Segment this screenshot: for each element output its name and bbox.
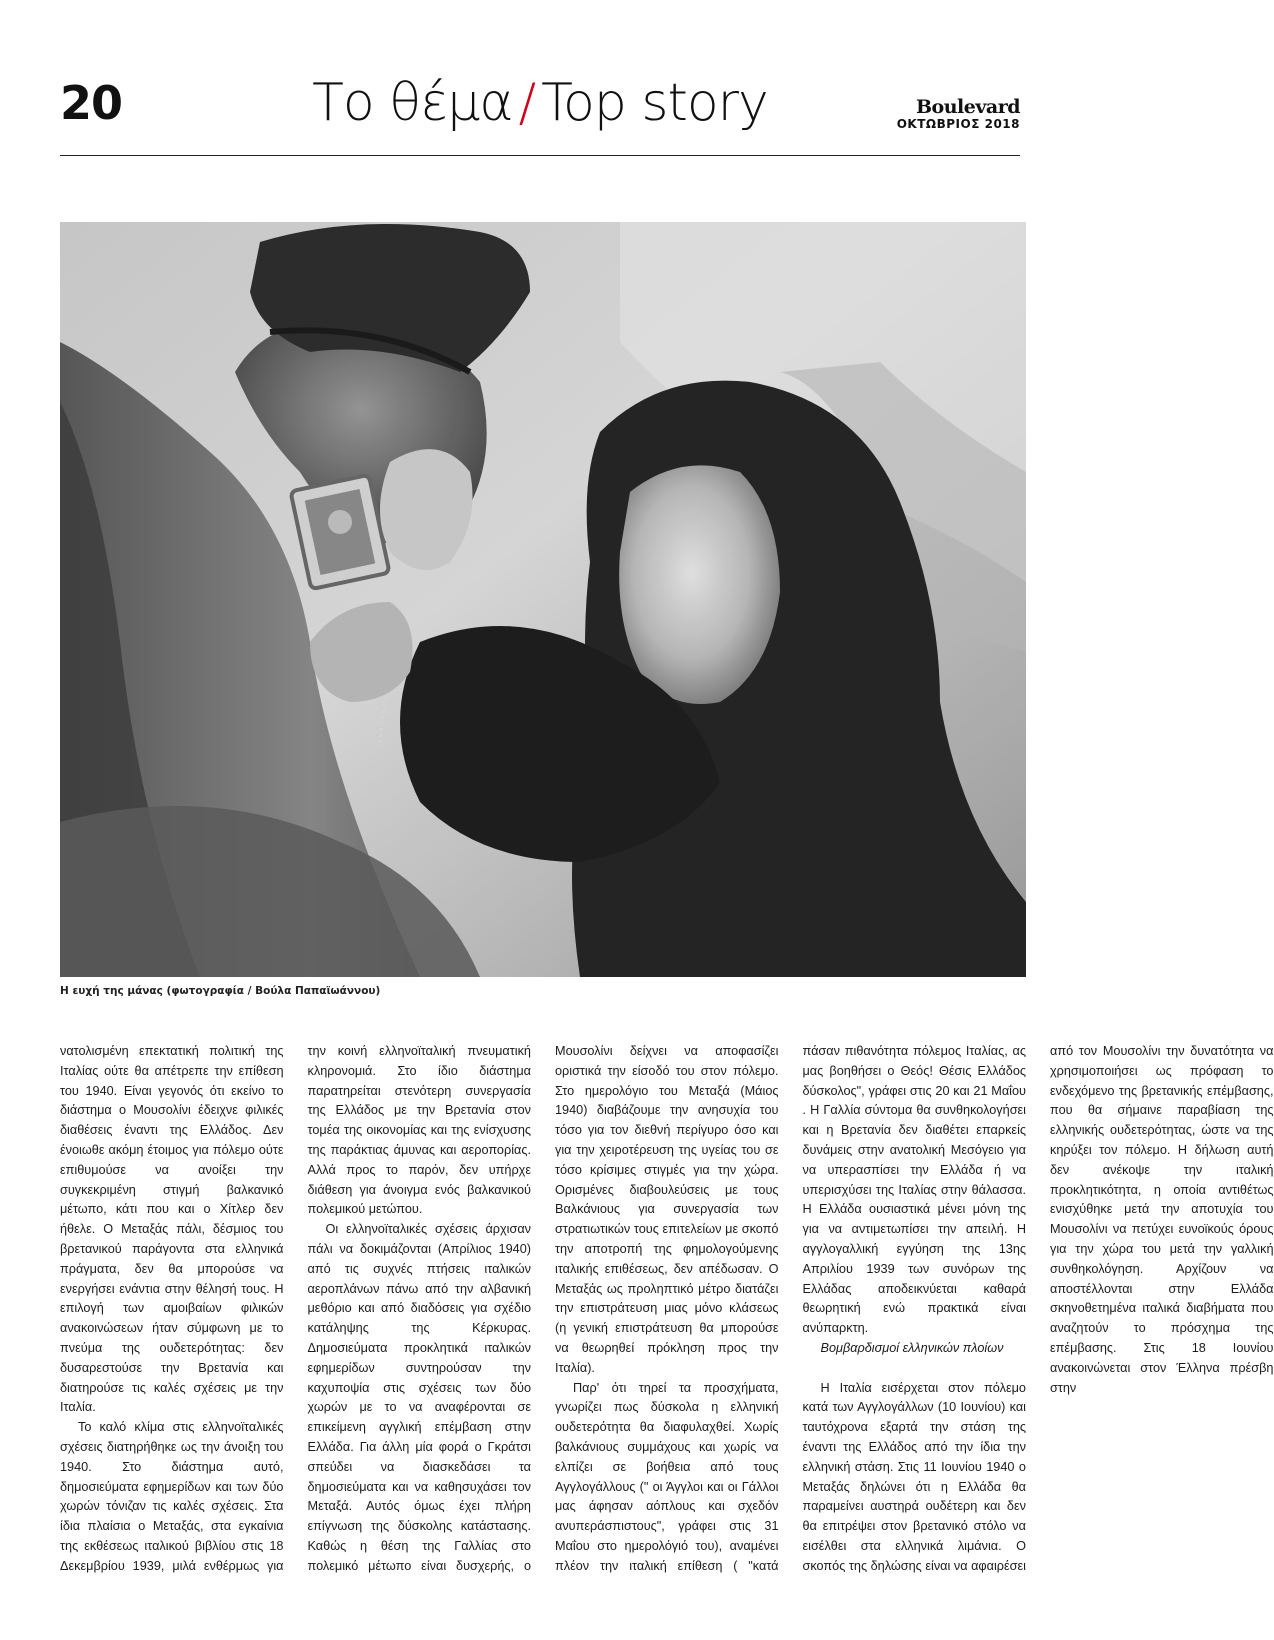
section-separator: / [518,73,536,133]
masthead [897,98,1020,131]
article-paragraph: Το καλό κλίμα στις ελληνοϊταλικές σχέσεις διατηρήθηκε ως την άνοιξη του 1940. Στο διάστημα αυτό, δημοσιεύματα εφημερίδων και των δύο χωρών τόνιζαν τις καλές σχέσεις. Στα ίδια πλαίσια ο Μεταξάς, στα εγκαίνια της εκθέσεως ιταλικού βιβλίου στις 18 Δεκεμβρίου 1939, μιλά ενθέρμως για την κοινή ελληνοϊταλική πνευματική κληρονομιά. Στο ίδιο διάστημα παρατηρείται στενότερη συνεργασία της Ελλάδος με την Βρετανία στον τομέα της οικονομίας και της ενίσχυσης της παράκτιας άμυνας και αεροπορίας. Αλλά προς το παρόν, δεν υπήρχε διάθεση για άνοιγμα ενός βαλκανικού πολεμικού μετώπου. [60,1044,531,1573]
header-divider [60,155,1020,156]
article-paragraph: Η Ιταλία εισέρχεται στον πόλεμο κατά των Αγγλογάλλων (10 Ιουνίου) και ταυτόχρονα εξαρτά την στάση της έναντι της Ελλάδος από την ίδια την ελληνική στάση. Στις 11 Ιουνίου 1940 ο Μεταξάς δηλώνει ότι η Ελλάδα θα παραμείνει αυστηρά ουδέτερη και δεν θα επιτρέψει στον βρετανικό στόλο να εισέλθει στα ελληνικά λιμάνια. Ο σκοπός της δηλώσης είναι να αφαιρέσει από τον Μουσολίνι την δυνατότητα να χρησιμοποιήσει ως πρόφαση το ενδεχόμενο της βρετανικής επέμβασης, που θα σήμαινε παραβίαση της ελληνικής ουδετερότητας, ώστε να της κηρύξει τον πόλεμο. Η δήλωση αυτή δεν ανέκοψε την ιταλική προκλητικότητα, η οποία αντιθέτως ενισχύθηκε μετά την αποτυχία του Μουσολίνι να πετύχει ευνοϊκούς όρους για την χώρα του μετά την γαλλική συνθηκολόγηση. Αρχίζουν να αποστέλλονται στην Ελλάδα σκηνοθετημένα ιταλικά διαβήματα που αναζητούν το πρόσχημα της επέμβασης. Στις 18 Ιουνίου ανακοινώνεται στον Έλληνα πρέσβη στην [802,1044,1274,1573]
article-paragraph: νατολισμένη επεκτατική πολιτική της Ιταλίας ούτε θα απέτρεπε την επίθεση του 1940. Είναι γεγονός ότι εκείνο το διάστημα ο Μουσολίνι έδειχνε φιλικές διαθέσεις έναντι της Ελλάδος. Δεν ένοιωθε ακόμη έτοιμος για πόλεμο ούτε επιθυμούσε να ανοίξει την συγκεκριμένη στιγμή βαλκανικό μέτωπο, κάτι που και ο Χίτλερ δεν ήθελε. Ο Μεταξάς πάλι, δέσμιος του βρετανικού παράγοντα στα ελληνικά πράγματα, δεν θα μπορούσε να ενεργήσει ενάντια στην θέλησή τους. Η επιλογή των αμοιβαίων φιλικών ανακοινώσεων ήταν σύμφωνη με το πνεύμα της ουδετερότητας: δεν δυσαρεστούσε την Βρετανία και διατηρούσε τις καλές σχέσεις με την Ιταλία. [60,1044,284,1415]
photo-illustration [60,222,1026,977]
article-subheading: Βομβαρδισμοί ελληνικών πλοίων [820,1340,1004,1355]
article-paragraph: Παρ' ότι τηρεί τα προσχήματα, γνωρίζει πως δύσκολα η ελληνική ουδετερότητα θα διαφυλαχθεί. Χωρίς βαλκάνιους συμμάχους και χωρίς να ελπίζει σε βοήθεια από τους Αγγλογάλλους (" οι Άγγλοι και οι Γάλλοι μας άφησαν αόπλους και σχεδόν ανυπεράσπιστους", γράφει στις 31 Μαΐου στο ημερολόγιό του), αναμένει πλέον την ιταλική επίθεση ( "κατά πάσαν πιθανότητα πόλεμος Ιταλίας, ας μας βοηθήσει ο Θεός! Θέσις Ελλάδος δύσκολος", γράφει στις 20 και 21 Μαΐου . Η Γαλλία σύντομα θα συνθηκολογήσει και η Βρετανία δεν διαθέτει επαρκείς δυνάμεις στην ανατολική Μεσόγειο για να υπερασπίσει την Ελλάδα ή να υπερισχύσει της Ιταλίας στην θάλασσα. Η Ελλάδα ουσιαστικά μένει μόνη της για να αντιμετωπίσει την απειλή. Η αγγλογαλλική εγγύηση της 13ης Απριλίου 1939 των συνόρων της Ελλάδας αποδεικνύεται καθαρά θεωρητική ενώ πρακτικά είναι ανύπαρκτη. [555,1044,1026,1573]
section-title-greek: Το θέμα [312,73,513,133]
section-title-english: Top story [541,73,768,133]
issue-date: ΟΚΤΩΒΡΙΟΣ 2018 [896,117,1020,131]
article-body [60,1042,1274,1582]
article-paragraph: Οι ελληνοϊταλικές σχέσεις άρχισαν πάλι να δοκιμάζονται (Απρίλιος 1940) από τις συχνές πτήσεις ιταλικών αεροπλάνων πάνω από την αλβανική μεθόριο και από διαδόσεις για σχέδιο κατάληψης της Κέρκυρας. Δημοσιεύματα προκλητικά ιταλικών εφημερίδων συντηρούσαν την καχυποψία στις σχέσεις των δύο χωρών με το να αναφέρονται σε επικείμενη αγγλική επέμβαση στην Ελλάδα. Για άλλη μία φορά ο Γκράτσι σπεύδει να διασκεδάσει τα δημοσιεύματα και να καθησυχάσει τον Μεταξά. Αυτός όμως έχει πλήρη επίγνωση της δύσκολης κατάστασης. Καθώς η θέση της Γαλλίας στο πολεμικό μέτωπο είναι δυσχερής, ο Μουσολίνι δείχνει να αποφασίζει οριστικά την είσοδό του στον πόλεμο. Στο ημερολόγιο του Μεταξά (Μάιος 1940) διαβάζουμε την ανησυχία του τόσο για τον διεθνή περίγυρο όσο και για την χειροτέρευση της υγείας του σε τόσο κρίσιμες στιγμές για την χώρα. Ορισμένες διαβουλεύσεις με τους Βαλκάνιους για συνεργασία των στρατιωτικών τους επιτελείων με σκοπό την αποτροπή της φημολογούμενης ιταλικής επιθέσεως, δεν απέδωσαν. Ο Μεταξάς ως προληπτικό μέτρο διατάζει την επιστράτευση μιας μόνο κλάσεως (η γενική επιστράτευση θα μπορούσε να θεωρηθεί πρόκληση προς την Ιταλία). [307,1044,779,1573]
photo-caption: Η ευχή της μάνας (φωτογραφία / Βούλα Παπαϊωάννου) [60,985,381,997]
feature-photo [60,222,1026,977]
page-number: 20 [60,76,123,130]
brand-logo: Boulevard [916,96,1020,118]
